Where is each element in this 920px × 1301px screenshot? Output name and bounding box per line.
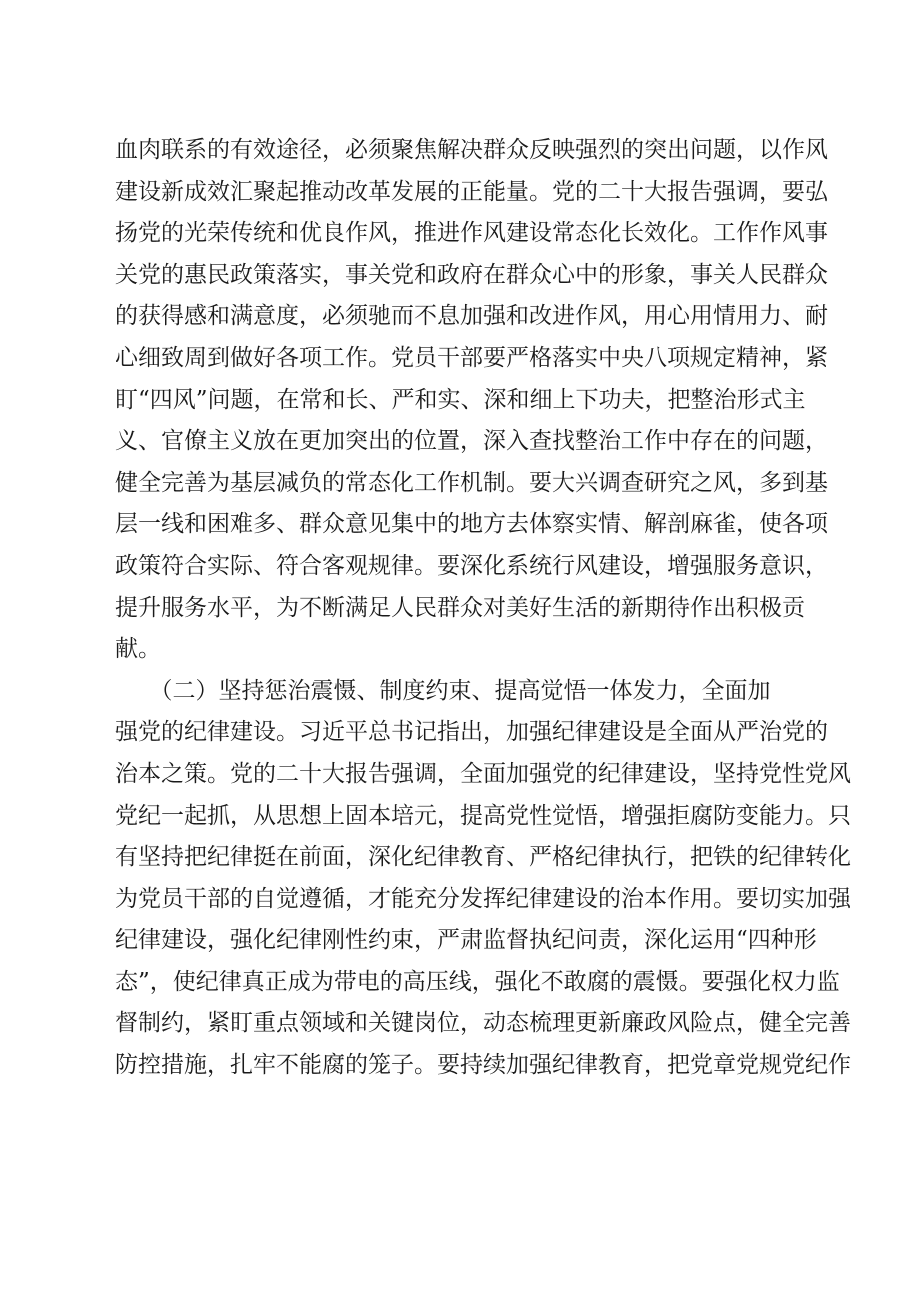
text-line: 督制约，紧盯重点领域和关键岗位，动态梳理更新廉政风险点，健全完善: [115, 1010, 851, 1037]
text-line: 态”，使纪律真正成为带电的高压线，强化不敢腐的震慑。要强化权力监: [115, 968, 840, 995]
text-line: 盯“四风”问题，在常和长、严和实、深和细上下功夫，把整治形式主: [115, 386, 806, 413]
text-line: 政策符合实际、符合客观规律。要深化系统行风建设，增强服务意识，: [115, 552, 828, 579]
text-line: 防控措施，扎牢不能腐的笼子。要持续加强纪律教育，把党章党规党纪作: [115, 1052, 851, 1079]
text-line: 强党的纪律建设。习近平总书记指出，加强纪律建设是全面从严治党的: [115, 719, 828, 746]
text-line: 建设新成效汇聚起推动改革发展的正能量。党的二十大报告强调，要弘: [115, 178, 828, 205]
text-line: 扬党的光荣传统和优良作风，推进作风建设常态化长效化。工作作风事: [115, 220, 828, 247]
text-line: 献。: [115, 636, 161, 663]
text-line: 有坚持把纪律挺在前面，深化纪律教育、严格纪律执行，把铁的纪律转化: [115, 844, 851, 871]
text-line: 义、官僚主义放在更加突出的位置，深入查找整治工作中存在的问题，: [115, 428, 828, 455]
text-line: 党纪一起抓，从思想上固本培元，提高党性觉悟，增强拒腐防变能力。只: [115, 802, 851, 829]
text-line: 的获得感和满意度，必须驰而不息加强和改进作风，用心用情用力、耐: [115, 303, 828, 330]
text-line: 纪律建设，强化纪律刚性约束，严肃监督执纪问责，深化运用“四种形: [115, 927, 817, 954]
section-heading-line: （二）坚持惩治震慑、制度约束、提高觉悟一体发力，全面加: [115, 677, 771, 704]
text-line: 提升服务水平，为不断满足人民群众对美好生活的新期待作出积极贡: [115, 594, 805, 621]
body-text: [115, 130, 851, 1087]
text-line: 关党的惠民政策落实，事关党和政府在群众心中的形象，事关人民群众: [115, 261, 828, 288]
text-line: 治本之策。党的二十大报告强调，全面加强党的纪律建设，坚持党性党风: [115, 760, 851, 787]
text-line: 为党员干部的自觉遵循，才能充分发挥纪律建设的治本作用。要切实加强: [115, 885, 851, 912]
text-line: 层一线和困难多、群众意见集中的地方去体察实情、解剖麻雀，使各项: [115, 511, 828, 538]
text-line: 血肉联系的有效途径，必须聚焦解决群众反映强烈的突出问题，以作风: [115, 137, 828, 163]
text-line: 健全完善为基层减负的常态化工作机制。要大兴调查研究之风，多到基: [115, 469, 828, 496]
text-line: 心细致周到做好各项工作。党员干部要严格落实中央八项规定精神，紧: [115, 344, 828, 371]
